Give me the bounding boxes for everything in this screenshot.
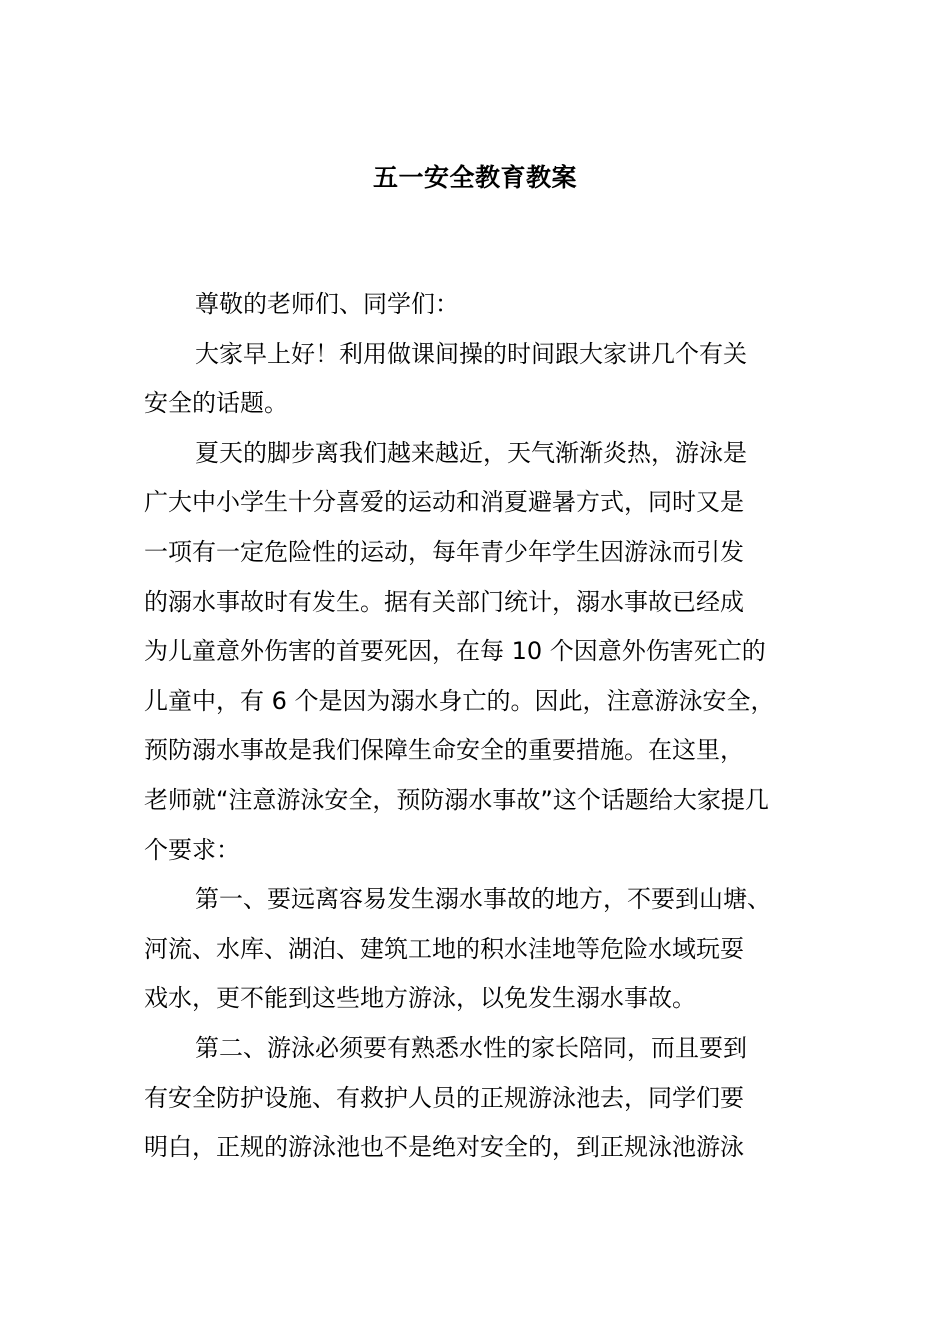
paragraph-line: 戏水，更不能到这些地方游泳，以免发生溺水事故。 xyxy=(144,984,696,1013)
paragraph-line: 河流、水库、湖泊、建筑工地的积水洼地等危险水域玩耍 xyxy=(144,934,744,963)
paragraph-line: 明白，正规的游泳池也不是绝对安全的，到正规泳池游泳 xyxy=(144,1133,744,1162)
paragraph-line: 广大中小学生十分喜爱的运动和消夏避暑方式，同时又是 xyxy=(144,488,744,517)
paragraph-line: 第二、游泳必须要有熟悉水性的家长陪同，而且要到 xyxy=(195,1033,747,1062)
paragraph-line: 老师就“注意游泳安全，预防溺水事故”这个话题给大家提几 xyxy=(144,785,769,814)
paragraph-line: 为儿童意外伤害的首要死因，在每 10 个因意外伤害死亡的 xyxy=(144,637,766,666)
paragraph-line: 个要求： xyxy=(144,835,240,864)
paragraph-line: 一项有一定危险性的运动，每年青少年学生因游泳而引发 xyxy=(144,537,744,566)
paragraph-line: 儿童中，有 6 个是因为溺水身亡的。因此，注意游泳安全， xyxy=(144,686,775,715)
paragraph-line: 夏天的脚步离我们越来越近，天气渐渐炎热，游泳是 xyxy=(195,438,747,467)
document-body xyxy=(144,280,834,1173)
paragraph-line: 第一、要远离容易发生溺水事故的地方，不要到山塘、 xyxy=(195,885,771,914)
paragraph-line: 大家早上好！利用做课间操的时间跟大家讲几个有关 xyxy=(195,339,747,368)
paragraph-line: 有安全防护设施、有救护人员的正规游泳池去，同学们要 xyxy=(144,1083,744,1112)
document-title: 五一安全教育教案 xyxy=(372,163,577,192)
paragraph-line: 安全的话题。 xyxy=(144,389,288,418)
salutation-line: 尊敬的老师们、同学们： xyxy=(195,290,459,318)
paragraph-line: 预防溺水事故是我们保障生命安全的重要措施。在这里， xyxy=(144,736,744,765)
paragraph-line: 的溺水事故时有发生。据有关部门统计，溺水事故已经成 xyxy=(144,587,744,616)
